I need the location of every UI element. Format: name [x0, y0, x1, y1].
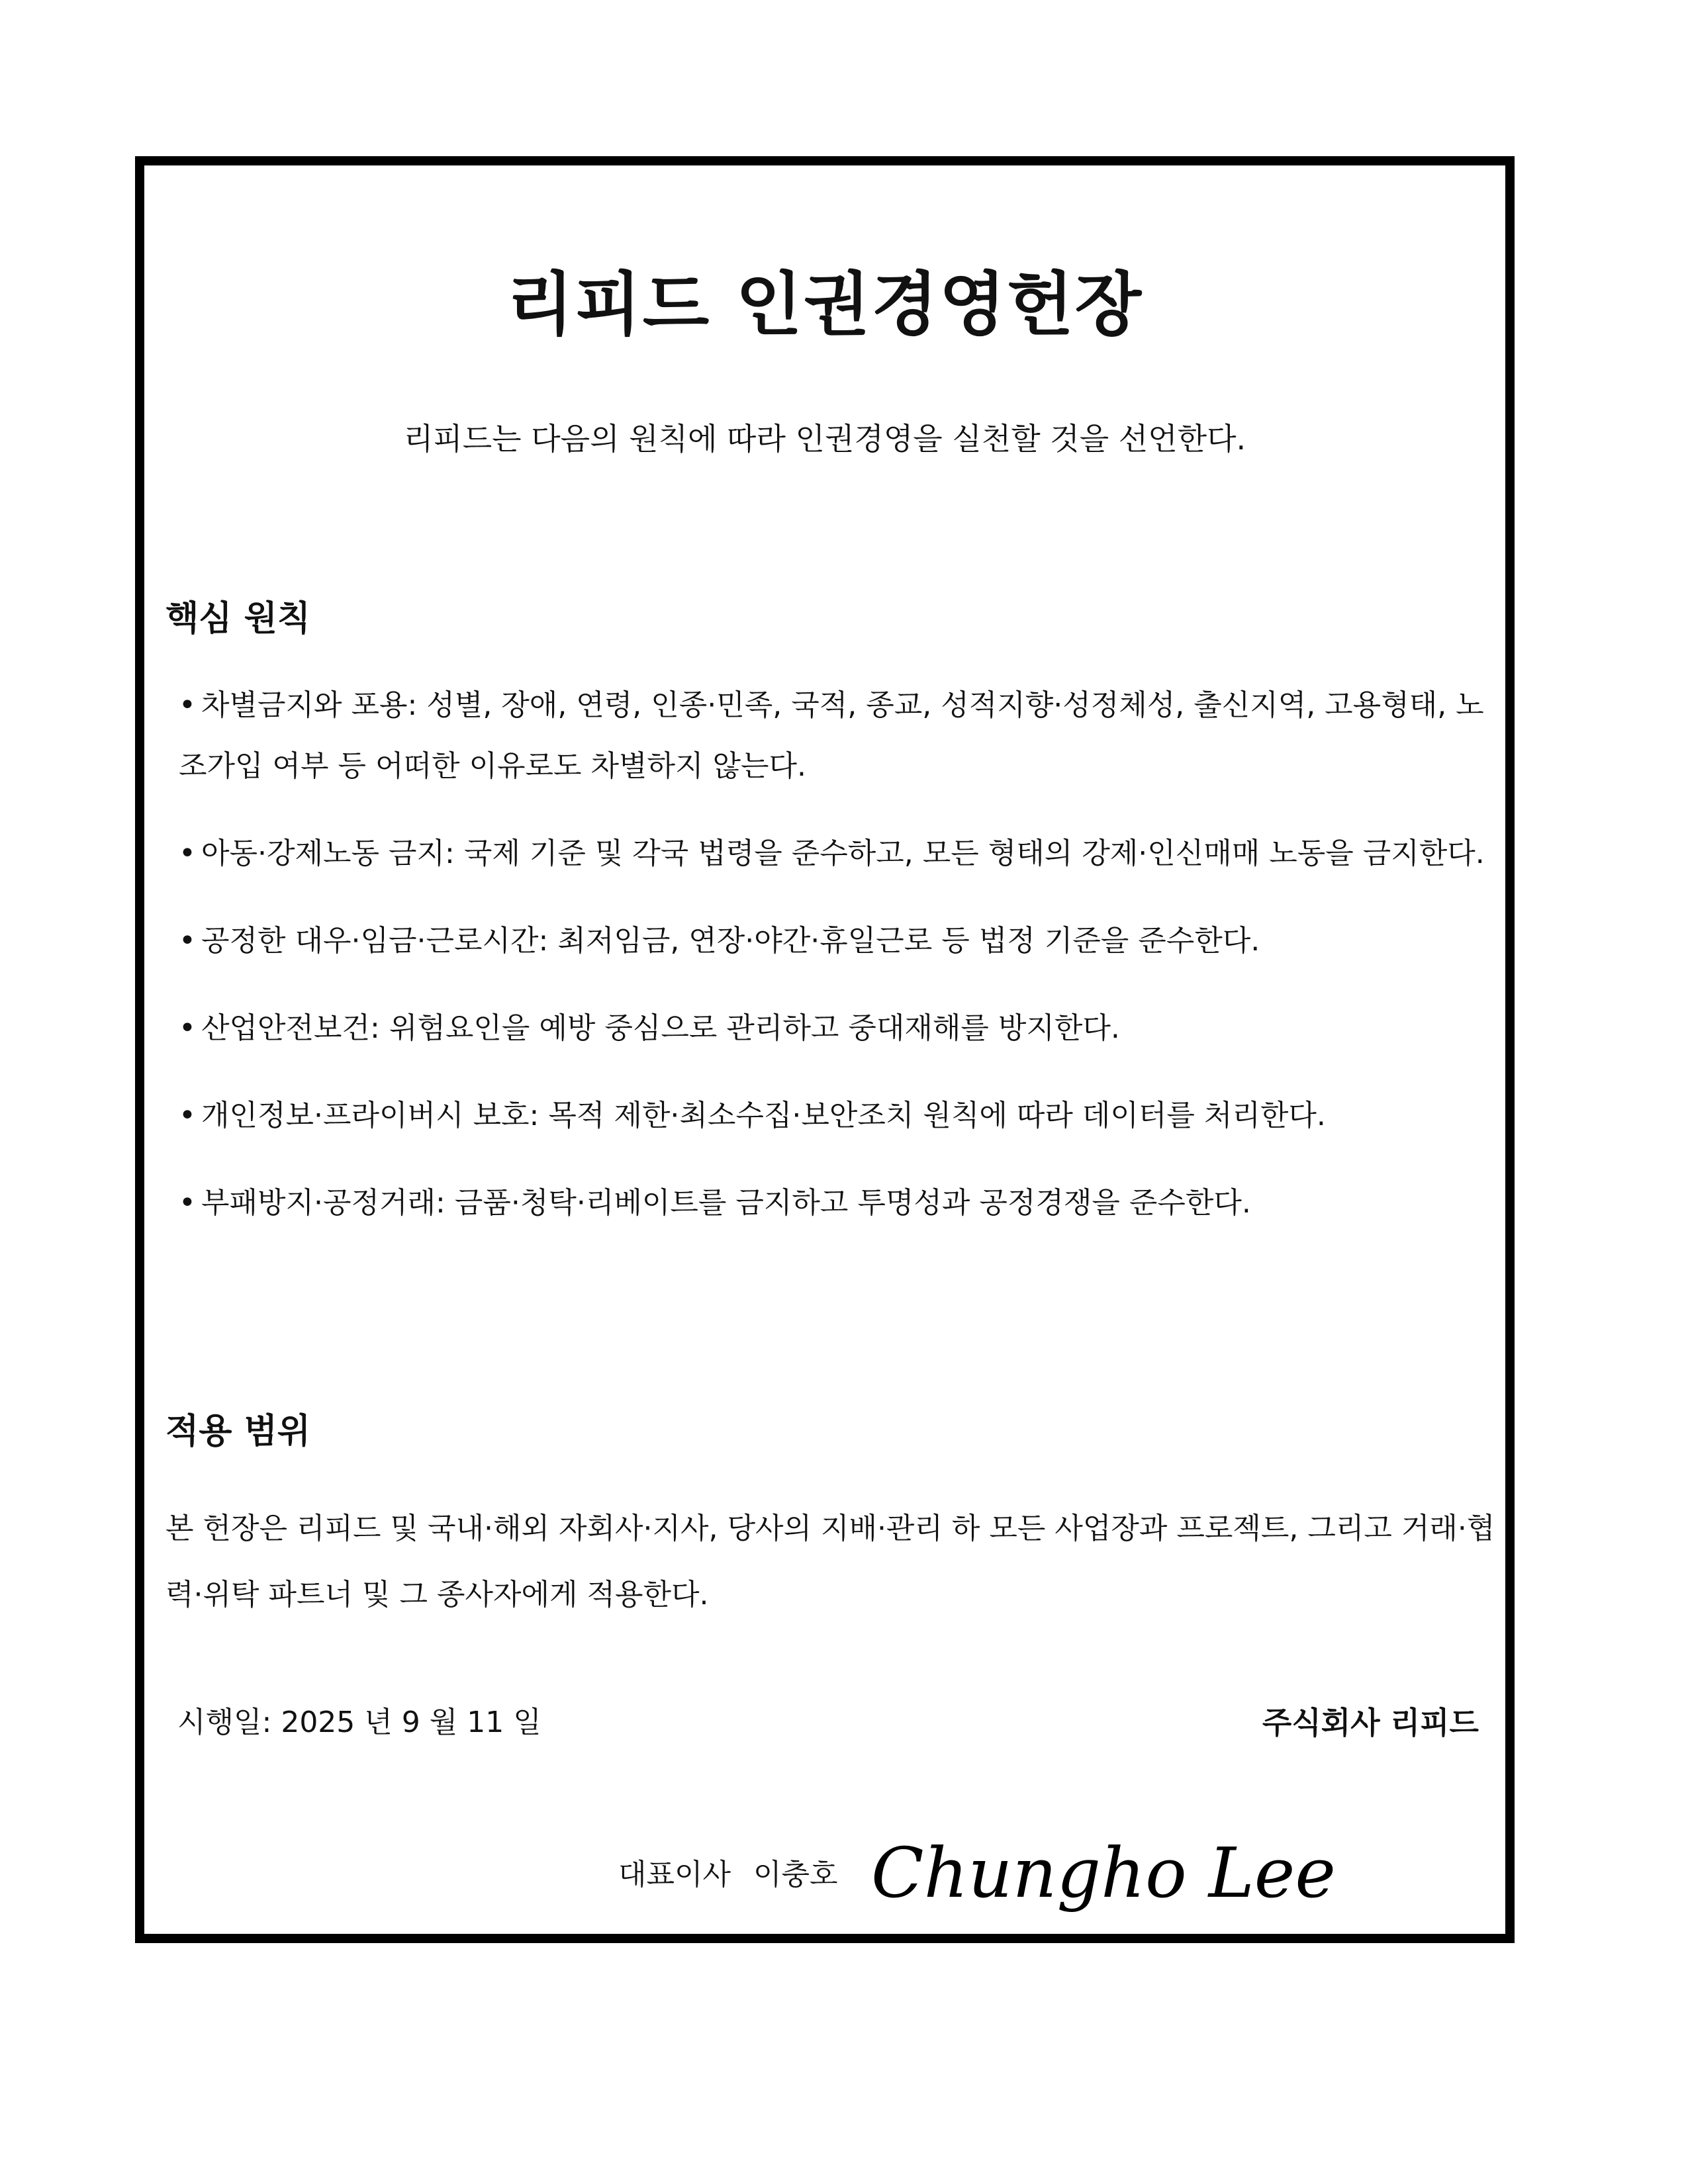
bullet-icon: •	[179, 924, 196, 958]
principle-item	[179, 675, 1496, 797]
principle-item	[179, 1085, 1496, 1146]
charter-border-frame	[135, 156, 1515, 1943]
principle-text: 부패방지·공정거래: 금품·청탁·리베이트를 금지하고 투명성과 공정경쟁을 준수한다.	[201, 1186, 1251, 1220]
principle-text: 차별금지와 포용: 성별, 장애, 연령, 인종·민족, 국적, 종교, 성적지향·성정체성, 출신지역, 고용형태, 노조가입 여부 등 어떠한 이유로도 차별하지 않는다.	[179, 688, 1484, 783]
principle-text: 공정한 대우·임금·근로시간: 최저임금, 연장·야간·휴일근로 등 법정 기준을 준수한다.	[201, 924, 1260, 958]
core-principles-heading: 핵심 원칙	[165, 599, 311, 639]
bullet-icon: •	[179, 1186, 196, 1220]
principle-item	[179, 1173, 1496, 1234]
handwritten-signature	[866, 1823, 1336, 1942]
company-name: 주식회사 리피드	[1262, 1705, 1479, 1741]
principle-item	[179, 823, 1496, 884]
principle-item	[179, 998, 1496, 1059]
principles-list	[179, 675, 1496, 1260]
bullet-icon: •	[179, 688, 196, 722]
bullet-icon: •	[179, 837, 196, 870]
bullet-icon: •	[179, 1011, 196, 1045]
signature-text: Chungho Lee	[871, 1833, 1336, 1913]
principle-text: 개인정보·프라이버시 보호: 목적 제한·최소수집·보안조치 원칙에 따라 데이터를 처리한다.	[201, 1099, 1326, 1132]
declaration-text: 리피드는 다음의 원칙에 따라 인권경영을 실천할 것을 선언한다.	[403, 421, 1246, 457]
ceo-name: 이충호	[753, 1858, 838, 1891]
document-title: 리피드 인권경영헌장	[506, 264, 1143, 345]
effective-date: 시행일: 2025 년 9 월 11 일	[177, 1706, 541, 1739]
ceo-title: 대표이사	[618, 1858, 731, 1891]
scope-heading: 적용 범위	[165, 1412, 311, 1451]
bullet-icon: •	[179, 1099, 196, 1132]
principle-text: 아동·강제노동 금지: 국제 기준 및 각국 법령을 준수하고, 모든 형태의 강제·인신매매 노동을 금지한다.	[201, 837, 1485, 870]
ceo-line	[618, 1856, 838, 1893]
principle-text: 산업안전보건: 위험요인을 예방 중심으로 관리하고 중대재해를 방지한다.	[201, 1011, 1120, 1045]
principle-item	[179, 911, 1496, 972]
scope-text: 본 헌장은 리피드 및 국내·해외 자회사·지사, 당사의 지배·관리 하 모든 사업장과 프로젝트, 그리고 거래·협력·위탁 파트너 및 그 종사자에게 적용한다.	[165, 1512, 1495, 1612]
